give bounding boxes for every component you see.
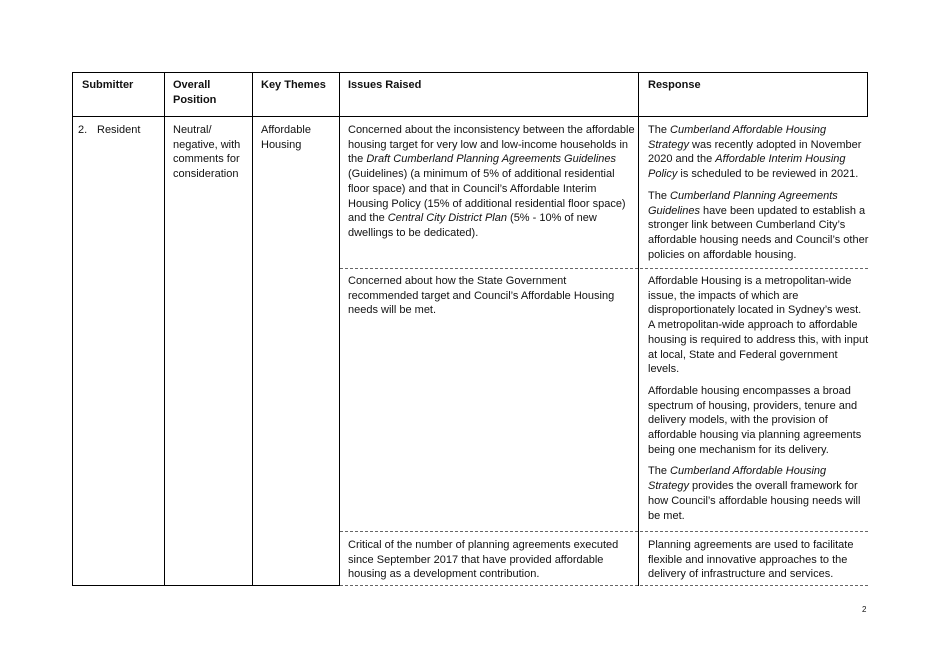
submitter-number: 2. [78,124,88,136]
response-planning-agreements: Planning agreements are used to facilitate flexible and innovative approaches to the delivery of infrastructure and services. [648,539,854,581]
column-divider [72,72,73,586]
page-number: 2 [862,605,867,614]
column-divider [164,72,165,586]
header-overall-position: Overall Position [173,79,217,106]
table-bottom-border [72,585,340,586]
header-bottom-border [72,116,868,117]
table-top-border [72,72,868,73]
issue-planning-agreements: Critical of the number of planning agreements executed since September 2017 that have provided affordable housing as a development contribution. [348,539,619,581]
key-theme: Affordable Housing [261,124,311,151]
response-strategy: The Cumberland Affordable Housing Strategy was recently adopted in November 2020 and the Affordable Interim Housing Policy is scheduled to be reviewed in 2021. The Cumberland Planning Agreements Guidelines have been updated to establish a stronger link between Cumberland City’s affordable housing needs and Council’s other policies on affordable housing. [648,124,869,261]
header-key-themes: Key Themes [261,79,326,91]
issue-state-target: Concerned about how the State Government recommended target and Council’s Affordable Housing needs will be met. [348,275,615,317]
row-divider [340,585,868,586]
header-issues-raised: Issues Raised [348,79,422,91]
row-divider [340,531,868,532]
column-divider [638,72,639,586]
column-divider [339,72,340,586]
response-metropolitan: Affordable Housing is a metropolitan-wide issue, the impacts of which are disproportionately located in Sydney’s west. A metropolitan-wide approach to affordable housing is required to address this, with input at local, State and Federal government levels. Affordable housing encompasses a broad spectrum of housing, providers, tenure and delivery models, with the provision of affordable housing via planning agreements being one mechanism for its delivery. The Cumberland Affordable Housing Strategy provides the overall framework for how Council’s affordable housing needs will be met. [648,275,869,522]
submitter-name: Resident [97,124,141,136]
column-divider [867,72,868,117]
overall-position: Neutral/ negative, with comments for consideration [173,124,241,181]
header-response: Response [648,79,701,91]
issue-inconsistency: Concerned about the inconsistency between the affordable housing target for very low and low-income households in the Draft Cumberland Planning Agreements Guidelines (Guidelines) (a minimum of 5% of additional residential floor space) and that in Council’s Affordable Interim Housing Policy (15% of additional residential floor space) and the Central City District Plan (5% - 10% of new dwellings to be dedicated). [348,124,635,239]
row-divider [340,268,868,269]
column-divider [252,72,253,586]
header-submitter: Submitter [82,79,134,91]
